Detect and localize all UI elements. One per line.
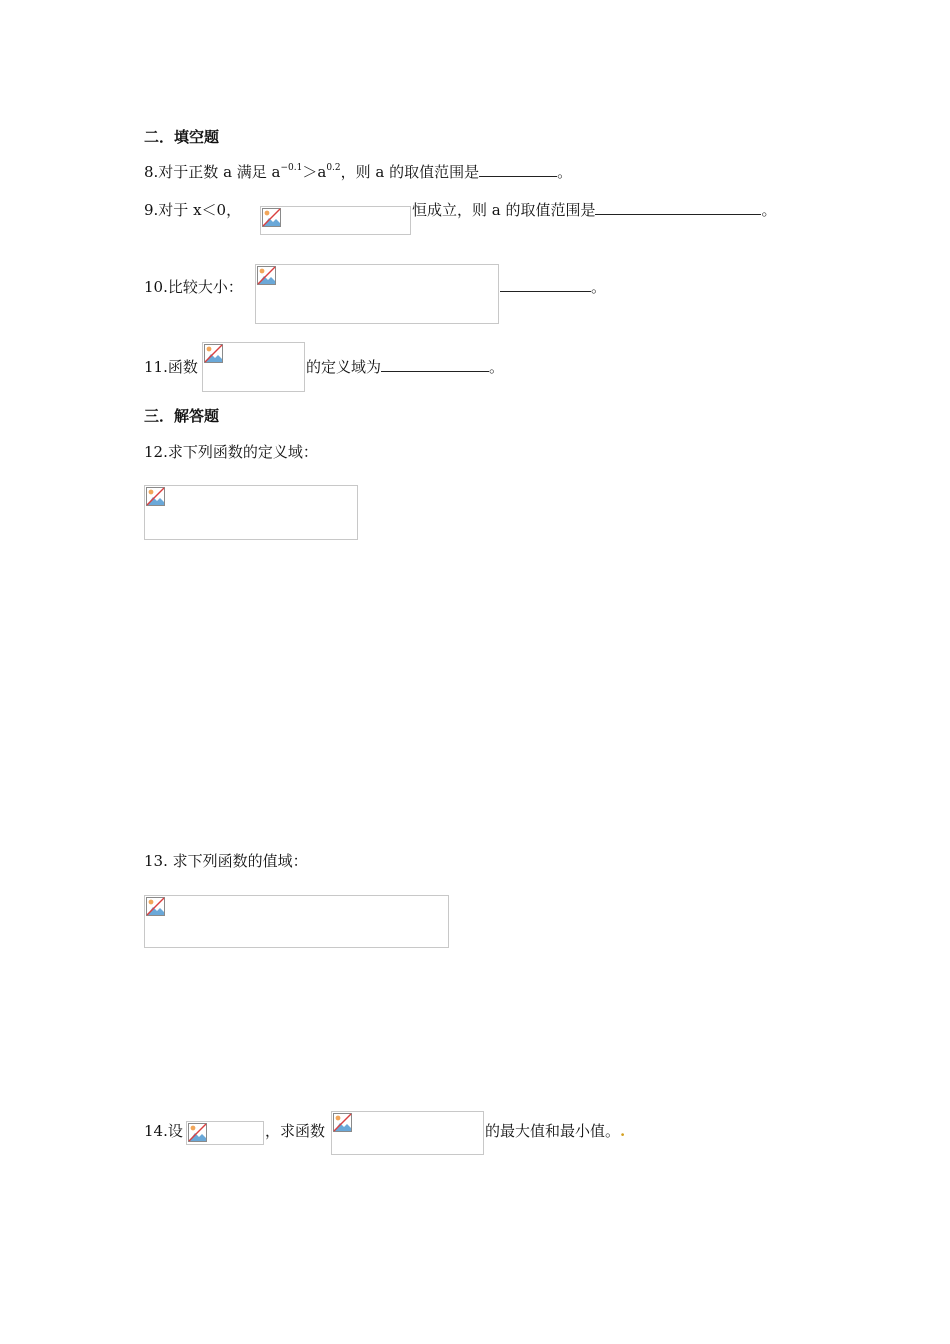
q14-text-mid: ，求函数 bbox=[265, 1122, 326, 1140]
q8-end: 。 bbox=[557, 163, 573, 181]
q8-text-after: ，则 a 的取值范围是 bbox=[340, 163, 480, 181]
q11-text-after: 的定义域为 bbox=[306, 358, 382, 376]
question-8 bbox=[144, 162, 572, 182]
broken-image-icon bbox=[188, 1123, 207, 1142]
q12-text: 12.求下列函数的定义域： bbox=[144, 443, 318, 461]
section-2-heading bbox=[144, 127, 219, 147]
q14-function-image bbox=[331, 1111, 484, 1155]
q9-answer-blank[interactable] bbox=[595, 200, 761, 215]
broken-image-icon bbox=[146, 897, 165, 916]
q11-text: 11.函数 bbox=[144, 358, 198, 376]
q8-compare: ＞a bbox=[302, 163, 327, 181]
q10-formula-image bbox=[255, 264, 499, 324]
broken-image-icon bbox=[146, 487, 165, 506]
question-12 bbox=[144, 442, 318, 462]
q14-condition-image bbox=[186, 1121, 264, 1145]
q10-end: 。 bbox=[591, 278, 607, 296]
q8-text: 8.对于正数 a 满足 a bbox=[144, 163, 281, 181]
broken-image-icon bbox=[257, 266, 276, 285]
q8-answer-blank[interactable] bbox=[479, 162, 557, 177]
q11-end: 。 bbox=[489, 358, 505, 376]
question-11-continued bbox=[306, 357, 504, 377]
q10-text: 10.比较大小： bbox=[144, 278, 243, 296]
q8-exponent-1: −0.1 bbox=[280, 163, 303, 173]
q13-formula-image bbox=[144, 895, 449, 948]
question-14-mid bbox=[265, 1121, 325, 1141]
broken-image-icon bbox=[333, 1113, 352, 1132]
question-14-continued bbox=[485, 1121, 625, 1141]
q14-text-after: 的最大值和最小值。 bbox=[485, 1122, 621, 1140]
question-13 bbox=[144, 851, 308, 871]
broken-image-icon bbox=[204, 344, 223, 363]
question-9 bbox=[144, 200, 241, 220]
q9-end: 。 bbox=[761, 201, 777, 219]
section-3-heading bbox=[144, 406, 219, 426]
q11-answer-blank[interactable] bbox=[381, 357, 489, 372]
question-14 bbox=[144, 1121, 183, 1141]
question-10 bbox=[144, 277, 243, 297]
q8-exponent-2: 0.2 bbox=[326, 163, 341, 173]
broken-image-icon bbox=[262, 208, 281, 227]
question-10-continued bbox=[500, 277, 606, 297]
q10-answer-blank[interactable] bbox=[500, 277, 591, 292]
section-2-title: 二．填空题 bbox=[144, 128, 220, 146]
section-3-title: 三．解答题 bbox=[144, 407, 220, 425]
q9-text-after: 恒成立，则 a 的取值范围是 bbox=[412, 201, 596, 219]
q11-formula-image bbox=[202, 342, 305, 392]
q13-text: 13. 求下列函数的值域： bbox=[144, 852, 308, 870]
question-11 bbox=[144, 357, 198, 377]
q9-formula-image bbox=[260, 206, 411, 235]
q14-trailing-dot: . bbox=[620, 1122, 626, 1140]
question-9-continued bbox=[412, 200, 777, 220]
q14-text: 14.设 bbox=[144, 1122, 183, 1140]
q12-formula-image bbox=[144, 485, 358, 540]
q9-text: 9.对于 x＜0， bbox=[144, 201, 242, 219]
